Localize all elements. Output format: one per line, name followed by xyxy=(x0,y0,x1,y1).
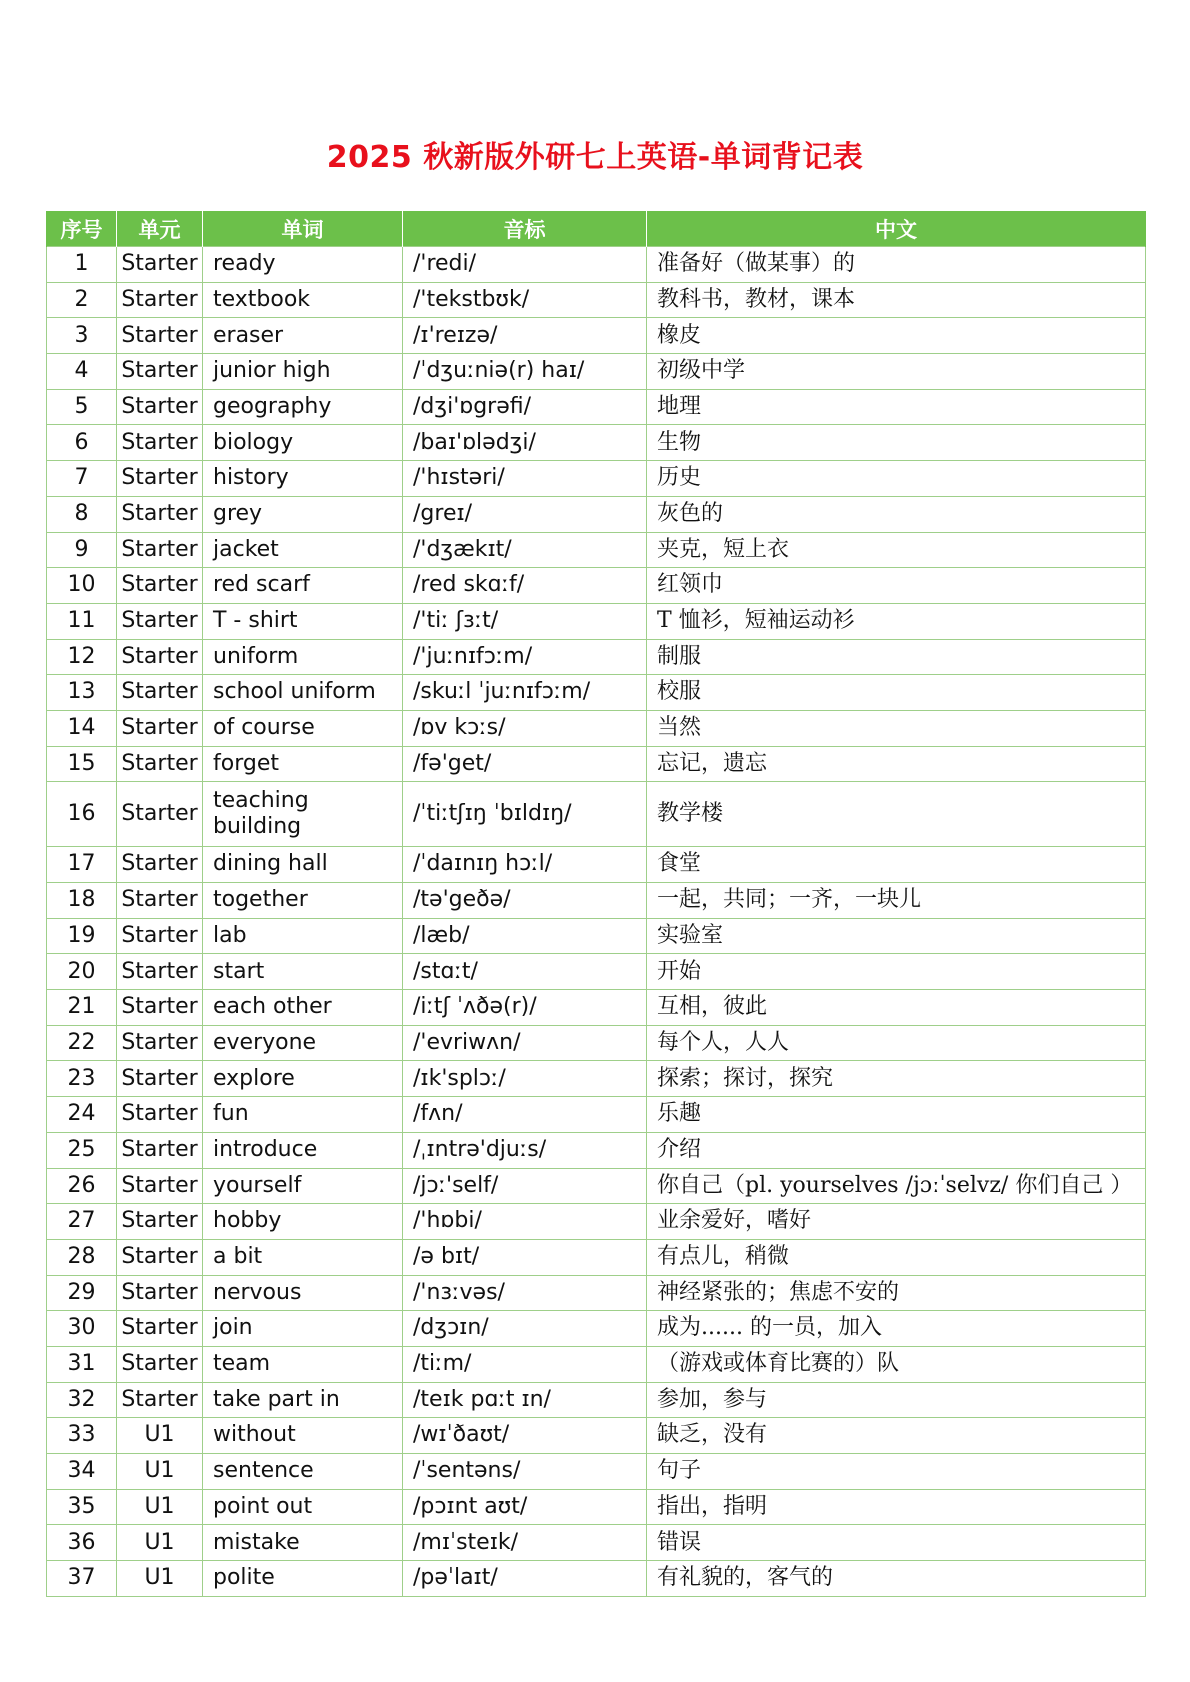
table-row xyxy=(47,1097,1146,1133)
row-chinese: 探索；探讨，探究 xyxy=(647,1061,1146,1097)
row-word: fun xyxy=(203,1097,403,1133)
row-number: 8 xyxy=(47,496,117,532)
row-chinese: 橡皮 xyxy=(647,318,1146,354)
table-row xyxy=(47,282,1146,318)
row-phonetic: /red skɑːf/ xyxy=(403,568,647,604)
row-number: 30 xyxy=(47,1311,117,1347)
row-number: 14 xyxy=(47,710,117,746)
row-unit: Starter xyxy=(117,496,203,532)
row-phonetic: /'nɜːvəs/ xyxy=(403,1275,647,1311)
row-chinese: 准备好（做某事）的 xyxy=(647,247,1146,283)
row-number: 21 xyxy=(47,990,117,1026)
row-word: biology xyxy=(203,425,403,461)
table-row xyxy=(47,461,1146,497)
table-row xyxy=(47,1525,1146,1561)
header-phonetic: 音标 xyxy=(403,211,647,247)
row-word: eraser xyxy=(203,318,403,354)
row-chinese: 灰色的 xyxy=(647,496,1146,532)
row-phonetic: /'juːnɪfɔːm/ xyxy=(403,639,647,675)
row-word: T - shirt xyxy=(203,603,403,639)
row-number: 19 xyxy=(47,918,117,954)
row-number: 9 xyxy=(47,532,117,568)
row-chinese: 当然 xyxy=(647,710,1146,746)
row-phonetic: /pəˈlaɪt/ xyxy=(403,1561,647,1597)
row-word: a bit xyxy=(203,1239,403,1275)
row-unit: Starter xyxy=(117,847,203,883)
row-phonetic: /ˈdaɪnɪŋ hɔːl/ xyxy=(403,847,647,883)
row-chinese: 成为...... 的一员，加入 xyxy=(647,1311,1146,1347)
table-row xyxy=(47,389,1146,425)
table-row xyxy=(47,318,1146,354)
table-row xyxy=(47,425,1146,461)
row-phonetic: /ɒv kɔːs/ xyxy=(403,710,647,746)
table-row xyxy=(47,1454,1146,1490)
row-phonetic: /greɪ/ xyxy=(403,496,647,532)
row-word: take part in xyxy=(203,1382,403,1418)
table-row xyxy=(47,883,1146,919)
row-unit: U1 xyxy=(117,1561,203,1597)
row-number: 32 xyxy=(47,1382,117,1418)
row-word: dining hall xyxy=(203,847,403,883)
row-chinese: 实验室 xyxy=(647,918,1146,954)
row-phonetic: /pɔɪnt aʊt/ xyxy=(403,1489,647,1525)
table-row xyxy=(47,1382,1146,1418)
row-word: yourself xyxy=(203,1168,403,1204)
row-unit: Starter xyxy=(117,782,203,847)
row-word: grey xyxy=(203,496,403,532)
row-word: of course xyxy=(203,710,403,746)
table-row xyxy=(47,532,1146,568)
table-row xyxy=(47,247,1146,283)
row-number: 26 xyxy=(47,1168,117,1204)
row-phonetic: /ˌɪntrə'djuːs/ xyxy=(403,1132,647,1168)
row-unit: Starter xyxy=(117,918,203,954)
row-chinese: T 恤衫，短袖运动衫 xyxy=(647,603,1146,639)
row-chinese: 参加，参与 xyxy=(647,1382,1146,1418)
row-number: 15 xyxy=(47,746,117,782)
row-number: 16 xyxy=(47,782,117,847)
row-number: 18 xyxy=(47,883,117,919)
row-chinese: 校服 xyxy=(647,675,1146,711)
row-phonetic: /tə'geðə/ xyxy=(403,883,647,919)
row-phonetic: /skuːl ˈjuːnɪfɔːm/ xyxy=(403,675,647,711)
table-row xyxy=(47,954,1146,990)
row-unit: Starter xyxy=(117,1025,203,1061)
table-row xyxy=(47,1168,1146,1204)
row-number: 3 xyxy=(47,318,117,354)
row-chinese: 神经紧张的；焦虑不安的 xyxy=(647,1275,1146,1311)
row-phonetic: /'hɪstəri/ xyxy=(403,461,647,497)
row-word: explore xyxy=(203,1061,403,1097)
row-number: 31 xyxy=(47,1346,117,1382)
row-phonetic: /ˈdʒuːniə(r) haɪ/ xyxy=(403,354,647,390)
row-number: 1 xyxy=(47,247,117,283)
row-word: hobby xyxy=(203,1204,403,1240)
row-phonetic: /fə'get/ xyxy=(403,746,647,782)
table-row xyxy=(47,354,1146,390)
row-chinese: 食堂 xyxy=(647,847,1146,883)
row-phonetic: /'dʒækɪt/ xyxy=(403,532,647,568)
table-row xyxy=(47,1132,1146,1168)
row-word: nervous xyxy=(203,1275,403,1311)
table-row xyxy=(47,1239,1146,1275)
row-word: junior high xyxy=(203,354,403,390)
table-header-row xyxy=(47,211,1146,247)
row-number: 4 xyxy=(47,354,117,390)
row-chinese: 指出，指明 xyxy=(647,1489,1146,1525)
table-row xyxy=(47,1025,1146,1061)
row-word: geography xyxy=(203,389,403,425)
row-word: forget xyxy=(203,746,403,782)
row-phonetic: /jɔː'self/ xyxy=(403,1168,647,1204)
row-phonetic: /ə bɪt/ xyxy=(403,1239,647,1275)
row-number: 17 xyxy=(47,847,117,883)
table-row xyxy=(47,782,1146,847)
row-phonetic: /'redi/ xyxy=(403,247,647,283)
row-unit: U1 xyxy=(117,1525,203,1561)
row-phonetic: /'hɒbi/ xyxy=(403,1204,647,1240)
row-unit: Starter xyxy=(117,675,203,711)
row-unit: Starter xyxy=(117,990,203,1026)
table-row xyxy=(47,918,1146,954)
row-number: 13 xyxy=(47,675,117,711)
row-chinese: 介绍 xyxy=(647,1132,1146,1168)
row-phonetic: /stɑːt/ xyxy=(403,954,647,990)
row-word: point out xyxy=(203,1489,403,1525)
table-row xyxy=(47,847,1146,883)
row-phonetic: /dʒɔɪn/ xyxy=(403,1311,647,1347)
table-row xyxy=(47,710,1146,746)
row-word: school uniform xyxy=(203,675,403,711)
row-unit: Starter xyxy=(117,1168,203,1204)
row-number: 7 xyxy=(47,461,117,497)
row-number: 37 xyxy=(47,1561,117,1597)
row-phonetic: /dʒi'ɒgrəfi/ xyxy=(403,389,647,425)
row-word: everyone xyxy=(203,1025,403,1061)
row-phonetic: /baɪ'ɒlədʒi/ xyxy=(403,425,647,461)
row-unit: Starter xyxy=(117,1346,203,1382)
row-chinese: 乐趣 xyxy=(647,1097,1146,1133)
row-number: 23 xyxy=(47,1061,117,1097)
row-unit: Starter xyxy=(117,639,203,675)
row-word: polite xyxy=(203,1561,403,1597)
row-chinese: 错误 xyxy=(647,1525,1146,1561)
row-number: 2 xyxy=(47,282,117,318)
row-word: introduce xyxy=(203,1132,403,1168)
row-number: 27 xyxy=(47,1204,117,1240)
table-row xyxy=(47,1311,1146,1347)
row-unit: Starter xyxy=(117,1204,203,1240)
row-number: 28 xyxy=(47,1239,117,1275)
row-number: 25 xyxy=(47,1132,117,1168)
row-unit: Starter xyxy=(117,568,203,604)
row-chinese: 每个人，人人 xyxy=(647,1025,1146,1061)
row-chinese: 句子 xyxy=(647,1454,1146,1490)
row-chinese: 有点儿，稍微 xyxy=(647,1239,1146,1275)
row-chinese: （游戏或体育比赛的）队 xyxy=(647,1346,1146,1382)
row-unit: Starter xyxy=(117,1097,203,1133)
table-row xyxy=(47,990,1146,1026)
row-chinese: 一起，共同；一齐，一块儿 xyxy=(647,883,1146,919)
row-number: 11 xyxy=(47,603,117,639)
row-chinese: 开始 xyxy=(647,954,1146,990)
row-number: 12 xyxy=(47,639,117,675)
header-word: 单词 xyxy=(203,211,403,247)
header-number: 序号 xyxy=(47,211,117,247)
row-word: without xyxy=(203,1418,403,1454)
row-unit: U1 xyxy=(117,1454,203,1490)
row-phonetic: /'evriwʌn/ xyxy=(403,1025,647,1061)
row-phonetic: /'tekstbʊk/ xyxy=(403,282,647,318)
table-row xyxy=(47,496,1146,532)
row-unit: Starter xyxy=(117,247,203,283)
row-unit: Starter xyxy=(117,1132,203,1168)
row-word: lab xyxy=(203,918,403,954)
row-chinese: 缺乏，没有 xyxy=(647,1418,1146,1454)
row-phonetic: /ɪ'reɪzə/ xyxy=(403,318,647,354)
row-word: ready xyxy=(203,247,403,283)
row-chinese: 忘记，遗忘 xyxy=(647,746,1146,782)
row-phonetic: /læb/ xyxy=(403,918,647,954)
row-unit: U1 xyxy=(117,1489,203,1525)
row-phonetic: /wɪˈðaʊt/ xyxy=(403,1418,647,1454)
row-word: start xyxy=(203,954,403,990)
table-row xyxy=(47,1489,1146,1525)
table-row xyxy=(47,746,1146,782)
row-unit: Starter xyxy=(117,954,203,990)
row-number: 5 xyxy=(47,389,117,425)
row-phonetic: /ˈtiːtʃɪŋ ˈbɪldɪŋ/ xyxy=(403,782,647,847)
row-unit: Starter xyxy=(117,532,203,568)
row-number: 29 xyxy=(47,1275,117,1311)
row-number: 36 xyxy=(47,1525,117,1561)
row-chinese: 生物 xyxy=(647,425,1146,461)
row-word: join xyxy=(203,1311,403,1347)
row-word: team xyxy=(203,1346,403,1382)
row-phonetic: /fʌn/ xyxy=(403,1097,647,1133)
row-word: mistake xyxy=(203,1525,403,1561)
row-word: sentence xyxy=(203,1454,403,1490)
row-word: red scarf xyxy=(203,568,403,604)
row-number: 6 xyxy=(47,425,117,461)
row-chinese: 地理 xyxy=(647,389,1146,425)
vocabulary-table xyxy=(46,211,1146,1597)
row-unit: Starter xyxy=(117,883,203,919)
row-chinese: 有礼貌的，客气的 xyxy=(647,1561,1146,1597)
header-unit: 单元 xyxy=(117,211,203,247)
table-row xyxy=(47,1061,1146,1097)
row-unit: Starter xyxy=(117,1311,203,1347)
row-unit: Starter xyxy=(117,710,203,746)
row-number: 10 xyxy=(47,568,117,604)
row-unit: Starter xyxy=(117,603,203,639)
row-chinese: 教科书，教材，课本 xyxy=(647,282,1146,318)
row-number: 24 xyxy=(47,1097,117,1133)
table-row xyxy=(47,675,1146,711)
row-word: uniform xyxy=(203,639,403,675)
row-phonetic: /iːtʃ ˈʌðə(r)/ xyxy=(403,990,647,1026)
row-number: 34 xyxy=(47,1454,117,1490)
row-word: each other xyxy=(203,990,403,1026)
table-body xyxy=(47,247,1146,1597)
row-unit: Starter xyxy=(117,746,203,782)
row-number: 20 xyxy=(47,954,117,990)
table-row xyxy=(47,1275,1146,1311)
row-chinese: 互相，彼此 xyxy=(647,990,1146,1026)
row-word: together xyxy=(203,883,403,919)
row-phonetic: /teɪk pɑːt ɪn/ xyxy=(403,1382,647,1418)
row-phonetic: /'tiː ʃɜːt/ xyxy=(403,603,647,639)
row-number: 22 xyxy=(47,1025,117,1061)
row-word: history xyxy=(203,461,403,497)
table-row xyxy=(47,1418,1146,1454)
row-unit: Starter xyxy=(117,282,203,318)
row-unit: Starter xyxy=(117,425,203,461)
table-row xyxy=(47,603,1146,639)
table-row xyxy=(47,1561,1146,1597)
table-row xyxy=(47,639,1146,675)
row-phonetic: /ɪk'splɔː/ xyxy=(403,1061,647,1097)
row-chinese: 夹克，短上衣 xyxy=(647,532,1146,568)
row-phonetic: /mɪˈsteɪk/ xyxy=(403,1525,647,1561)
row-chinese: 业余爱好，嗜好 xyxy=(647,1204,1146,1240)
row-unit: Starter xyxy=(117,1382,203,1418)
row-chinese: 红领巾 xyxy=(647,568,1146,604)
row-unit: Starter xyxy=(117,354,203,390)
row-unit: Starter xyxy=(117,1061,203,1097)
row-unit: Starter xyxy=(117,1239,203,1275)
row-number: 33 xyxy=(47,1418,117,1454)
row-unit: U1 xyxy=(117,1418,203,1454)
row-phonetic: /tiːm/ xyxy=(403,1346,647,1382)
row-number: 35 xyxy=(47,1489,117,1525)
row-word: teaching building xyxy=(203,782,403,847)
row-unit: Starter xyxy=(117,461,203,497)
page-title: 2025 秋新版外研七上英语-单词背记表 xyxy=(326,140,864,175)
table-row xyxy=(47,1204,1146,1240)
row-chinese: 初级中学 xyxy=(647,354,1146,390)
row-word: textbook xyxy=(203,282,403,318)
header-chinese: 中文 xyxy=(647,211,1146,247)
row-unit: Starter xyxy=(117,1275,203,1311)
row-phonetic: /ˈsentəns/ xyxy=(403,1454,647,1490)
row-unit: Starter xyxy=(117,318,203,354)
row-chinese: 教学楼 xyxy=(647,782,1146,847)
row-word: jacket xyxy=(203,532,403,568)
row-unit: Starter xyxy=(117,389,203,425)
table-row xyxy=(47,568,1146,604)
row-chinese: 制服 xyxy=(647,639,1146,675)
row-chinese: 你自己（pl. yourselves /jɔːˈselvz/ 你们自己 ） xyxy=(647,1168,1146,1204)
row-chinese: 历史 xyxy=(647,461,1146,497)
table-row xyxy=(47,1346,1146,1382)
